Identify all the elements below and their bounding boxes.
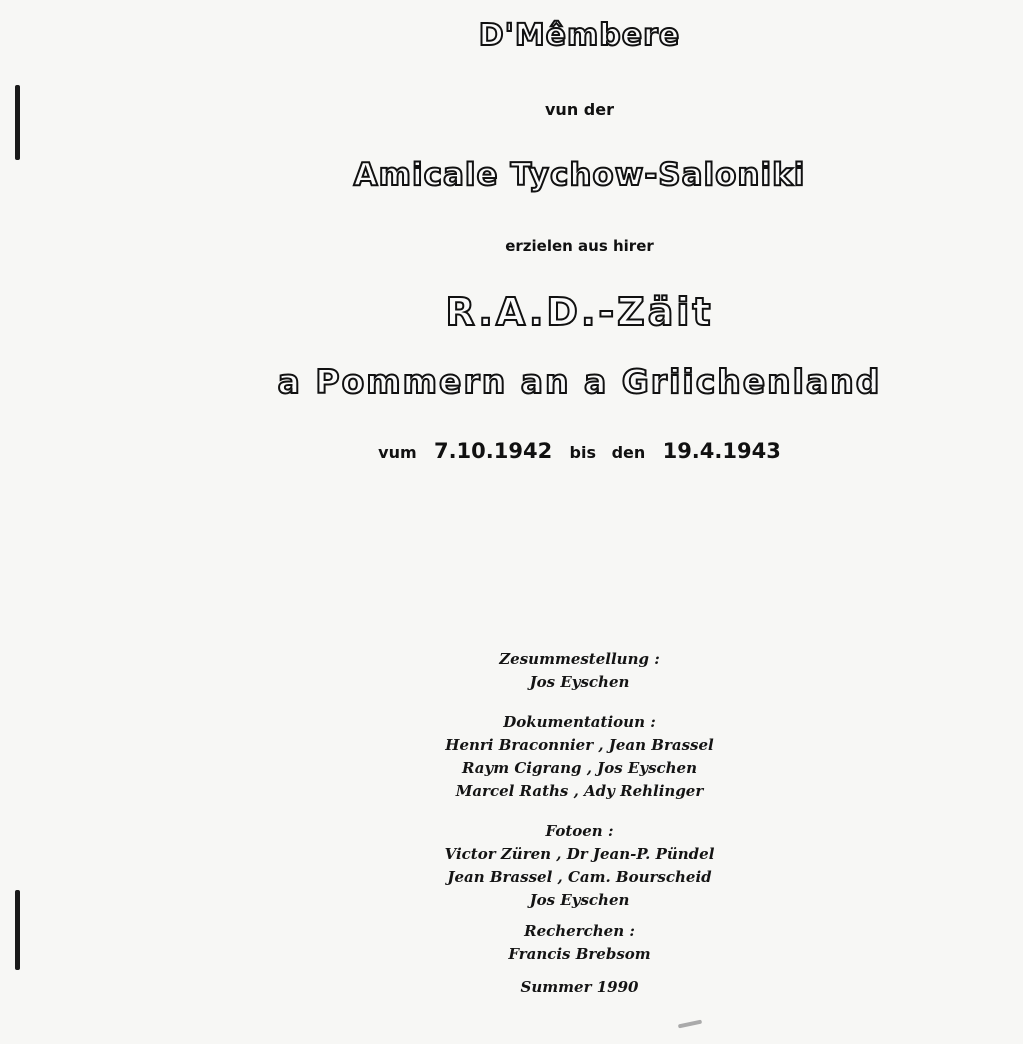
- date-bis-den: bis den: [569, 443, 646, 462]
- rad-heading: R.A.D.-Zäit: [445, 290, 714, 334]
- page-title: D'Mêmbere: [478, 18, 681, 53]
- credits-block: [68, 648, 1023, 999]
- documentation-name: Marcel Raths , Ady Rehlinger: [455, 782, 704, 800]
- photos-name: Jean Brassel , Cam. Bourscheid: [447, 868, 712, 886]
- compilation-name: Jos Eyschen: [529, 673, 630, 691]
- places-heading: a Pommern an a Griichenland: [277, 362, 882, 401]
- date-end: 19.4.1943: [662, 439, 781, 463]
- documentation-label: Dokumentatioun :: [503, 713, 656, 731]
- date-vum: vum: [378, 443, 417, 462]
- photos-label: Fotoen :: [545, 822, 614, 840]
- photos-name: Victor Züren , Dr Jean-P. Pündel: [444, 845, 715, 863]
- documentation-name: Raym Cigrang , Jos Eyschen: [462, 759, 697, 777]
- documentation-name: Henri Braconnier , Jean Brassel: [445, 736, 714, 754]
- binding-staple-top: [15, 85, 20, 160]
- research-name: Francis Brebsom: [508, 945, 651, 963]
- subtitle-vun-der: vun der: [545, 100, 614, 119]
- photos-name: Jos Eyschen: [529, 891, 630, 909]
- compilation-label: Zesummestellung :: [499, 650, 660, 668]
- binding-staple-bottom: [15, 890, 20, 970]
- research-label: Recherchen :: [524, 922, 635, 940]
- publication-date: Summer 1990: [520, 978, 639, 996]
- organization-name: Amicale Tychow-Saloniki: [353, 157, 806, 193]
- subtitle-erzielen: erzielen aus hirer: [505, 237, 654, 255]
- date-start: 7.10.1942: [433, 439, 553, 463]
- paper-mark: [678, 1020, 702, 1029]
- date-range: [68, 439, 1023, 463]
